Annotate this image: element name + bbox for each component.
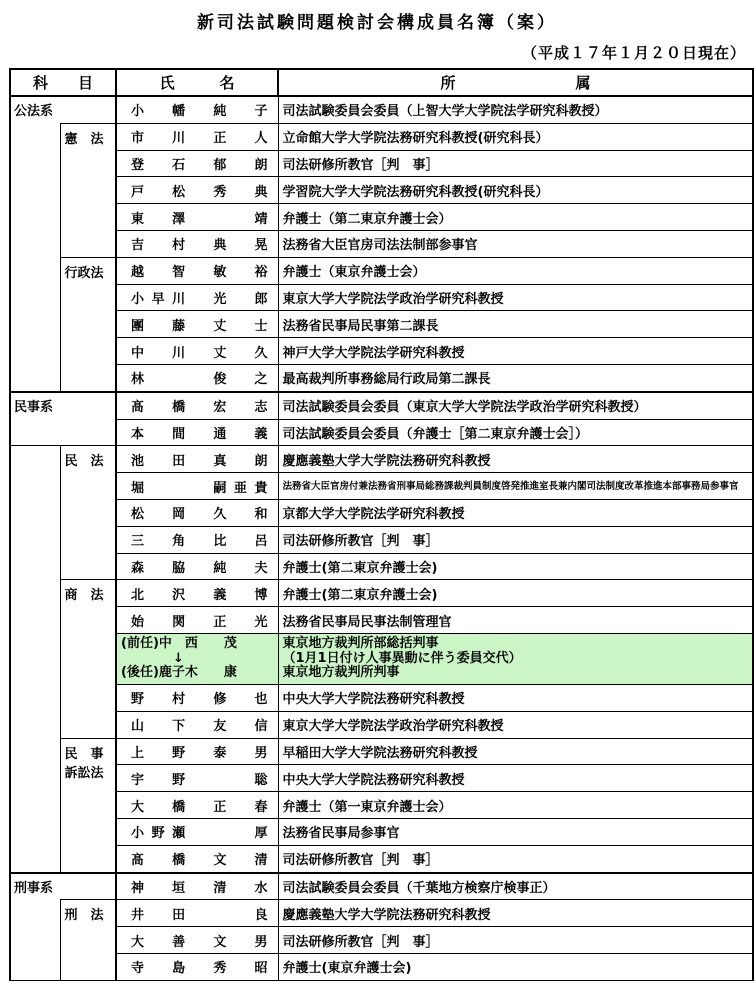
member-affiliation: 弁護士(東京弁護士会) [278,953,753,980]
table-row [10,230,753,257]
member-name: 本 間 通 義 [116,419,278,446]
member-name: 井 田 良 [116,900,278,927]
member-affiliation: 司法試験委員会委員（弁護士［第二東京弁護士会］） [278,419,753,446]
table-row [10,684,753,711]
header-name: 氏 名 [116,69,278,96]
subject-commercial-label: 商 法 [64,588,104,604]
member-name: 池 田 真 朗 [116,446,278,473]
member-affiliation: 司法研修所教官［判 事］ [278,526,753,553]
member-affiliation: 司法試験委員会委員（東京大学大学院法学政治学研究科教授） [278,392,753,419]
table-row [10,257,753,284]
member-name: 小野瀬 厚 [116,818,278,845]
member-affiliation: 弁護士（東京弁護士会） [278,257,753,284]
table-header-row [10,69,753,96]
member-name: 森 脇 純 夫 [116,553,278,580]
member-name: 市 川 正 人 [116,123,278,150]
table-row [10,150,753,177]
header-subject: 科 目 [10,69,116,96]
table-row [10,953,753,980]
former-member: (前任)中 西 茂 [121,636,237,652]
category-spacer [10,419,116,446]
table-row [10,765,753,792]
category-spacer [10,446,60,873]
table-row [10,96,753,123]
member-name: 林 俊 之 [116,364,278,391]
member-name: 山 下 友 信 [116,711,278,738]
subject-constitution: 憲 法 [60,123,116,257]
member-name: 髙 橋 文 清 [116,845,278,872]
member-name: 吉 村 典 晃 [116,230,278,257]
member-affiliation: 東京大学大学院法学政治学研究科教授 [278,711,753,738]
table-row [10,338,753,365]
member-name: 小 幡 純 子 [116,96,278,123]
table-row [10,392,753,419]
subject-civil-law [60,446,116,580]
table-row [10,845,753,872]
table-row [10,792,753,819]
table-row [10,364,753,391]
table-row [10,553,753,580]
member-name: 野 村 修 也 [116,684,278,711]
member-name: 戸 松 秀 典 [116,177,278,204]
member-name: 三 角 比 呂 [116,526,278,553]
member-affiliation: 弁護士(第二東京弁護士会) [278,553,753,580]
member-affiliation: 法務省大臣官房付兼法務省刑事局総務課裁判員制度啓発推進室長兼内閣司法制度改革推進本部事務局参事官 [278,473,753,500]
member-affiliation: 弁護士（第二東京弁護士会） [278,204,753,231]
member-affiliation: 法務省大臣官房司法法制部参事官 [278,230,753,257]
member-name: 越 智 敏 裕 [116,257,278,284]
member-name: 神 垣 清 水 [116,873,278,900]
table-row [10,499,753,526]
subject-criminal-law-label: 刑 法 [64,908,104,924]
table-row [10,204,753,231]
subject-civil-procedure-line2: 訴訟法 [64,765,104,781]
subject-criminal-law [60,900,116,980]
member-affiliation-change [278,633,753,684]
member-affiliation: 東京大学大学院法学政治学研究科教授 [278,284,753,311]
member-affiliation: 法務省民事局民事法制管理官 [278,607,753,634]
member-table [9,68,754,981]
member-name: 北 沢 義 博 [116,580,278,607]
subject-civil-law-label: 民 法 [64,454,104,470]
member-affiliation: 司法研修所教官［判 事］ [278,927,753,954]
member-name: 宇 野 聡 [116,765,278,792]
member-name: 中 川 丈 久 [116,338,278,365]
category-public: 公法系 [10,96,116,123]
table-row [10,711,753,738]
member-name: 大 橋 正 春 [116,792,278,819]
member-name: 始 関 正 光 [116,607,278,634]
table-row [10,446,753,473]
member-name-change [116,633,278,684]
member-affiliation: 司法研修所教官［判 事］ [278,845,753,872]
table-row [10,526,753,553]
category-criminal: 刑事系 [10,873,116,900]
table-row [10,873,753,900]
category-civil: 民事系 [10,392,116,419]
member-affiliation: 中央大学大学院法務研究科教授 [278,765,753,792]
table-row [10,311,753,338]
table-row [10,818,753,845]
table-row [10,284,753,311]
member-affiliation: 慶應義塾大学大学院法務研究科教授 [278,900,753,927]
member-name: 松 岡 久 和 [116,499,278,526]
table-row-highlight [10,633,753,684]
table-row [10,927,753,954]
table-row [10,738,753,765]
member-affiliation: 学習院大学大学院法務研究科教授(研究科長） [278,177,753,204]
table-row [10,607,753,634]
subject-civil-procedure-line1: 民 事 [64,746,104,762]
member-affiliation: 法務省民事局民事第二課長 [278,311,753,338]
member-affiliation: 司法試験委員会委員（千葉地方検察庁検事正） [278,873,753,900]
member-name: 登 石 郁 朗 [116,150,278,177]
member-affiliation: 慶應義塾大学大学院法務研究科教授 [278,446,753,473]
member-affiliation: 京都大学大学院法学研究科教授 [278,499,753,526]
member-affiliation: 弁護士(第二東京弁護士会) [278,580,753,607]
successor-member: (後任)鹿子木 康 [121,665,237,681]
category-spacer [10,123,60,391]
document-title: 新司法試験問題検討会構成員名簿（案） [197,13,557,33]
former-affiliation: 東京地方裁判所部総括判事 [282,636,439,652]
member-name: 大 善 文 男 [116,927,278,954]
successor-affiliation: 東京地方裁判所判事 [282,665,400,681]
document-date: （平成１７年１月２０日現在） [521,44,746,62]
member-name: 小早川 光 郎 [116,284,278,311]
header-affiliation: 所 属 [278,69,753,96]
member-name: 團 藤 丈 士 [116,311,278,338]
member-affiliation: 中央大学大学院法務研究科教授 [278,684,753,711]
member-affiliation: 早稲田大学大学院法務研究科教授 [278,738,753,765]
member-affiliation: 司法研修所教官［判 事］ [278,150,753,177]
member-name: 東 澤 靖 [116,204,278,231]
table-row [10,900,753,927]
table-row [10,123,753,150]
subject-civil-procedure [60,738,116,872]
table-row [10,177,753,204]
member-name: 髙 橋 宏 志 [116,392,278,419]
change-arrow: ↓ [121,650,184,666]
table-row [10,580,753,607]
change-note: （1月1日付け人事異動に伴う委員交代） [282,650,522,666]
category-spacer [10,900,60,980]
member-affiliation: 最高裁判所事務総局行政局第二課長 [278,364,753,391]
member-affiliation: 弁護士（第一東京弁護士会） [278,792,753,819]
table-row [10,419,753,446]
subject-commercial [60,580,116,738]
table-row [10,473,753,500]
subject-admin: 行政法 [60,257,116,391]
member-affiliation: 立命館大学大学院法務研究科教授(研究科長） [278,123,753,150]
member-name: 上 野 泰 男 [116,738,278,765]
member-name: 寺 島 秀 昭 [116,953,278,980]
member-name: 堀 嗣亜貴 [116,473,278,500]
member-affiliation: 神戸大学大学院法学研究科教授 [278,338,753,365]
member-affiliation: 法務省民事局参事官 [278,818,753,845]
member-affiliation: 司法試験委員会委員（上智大学大学院法学研究科教授） [278,96,753,123]
